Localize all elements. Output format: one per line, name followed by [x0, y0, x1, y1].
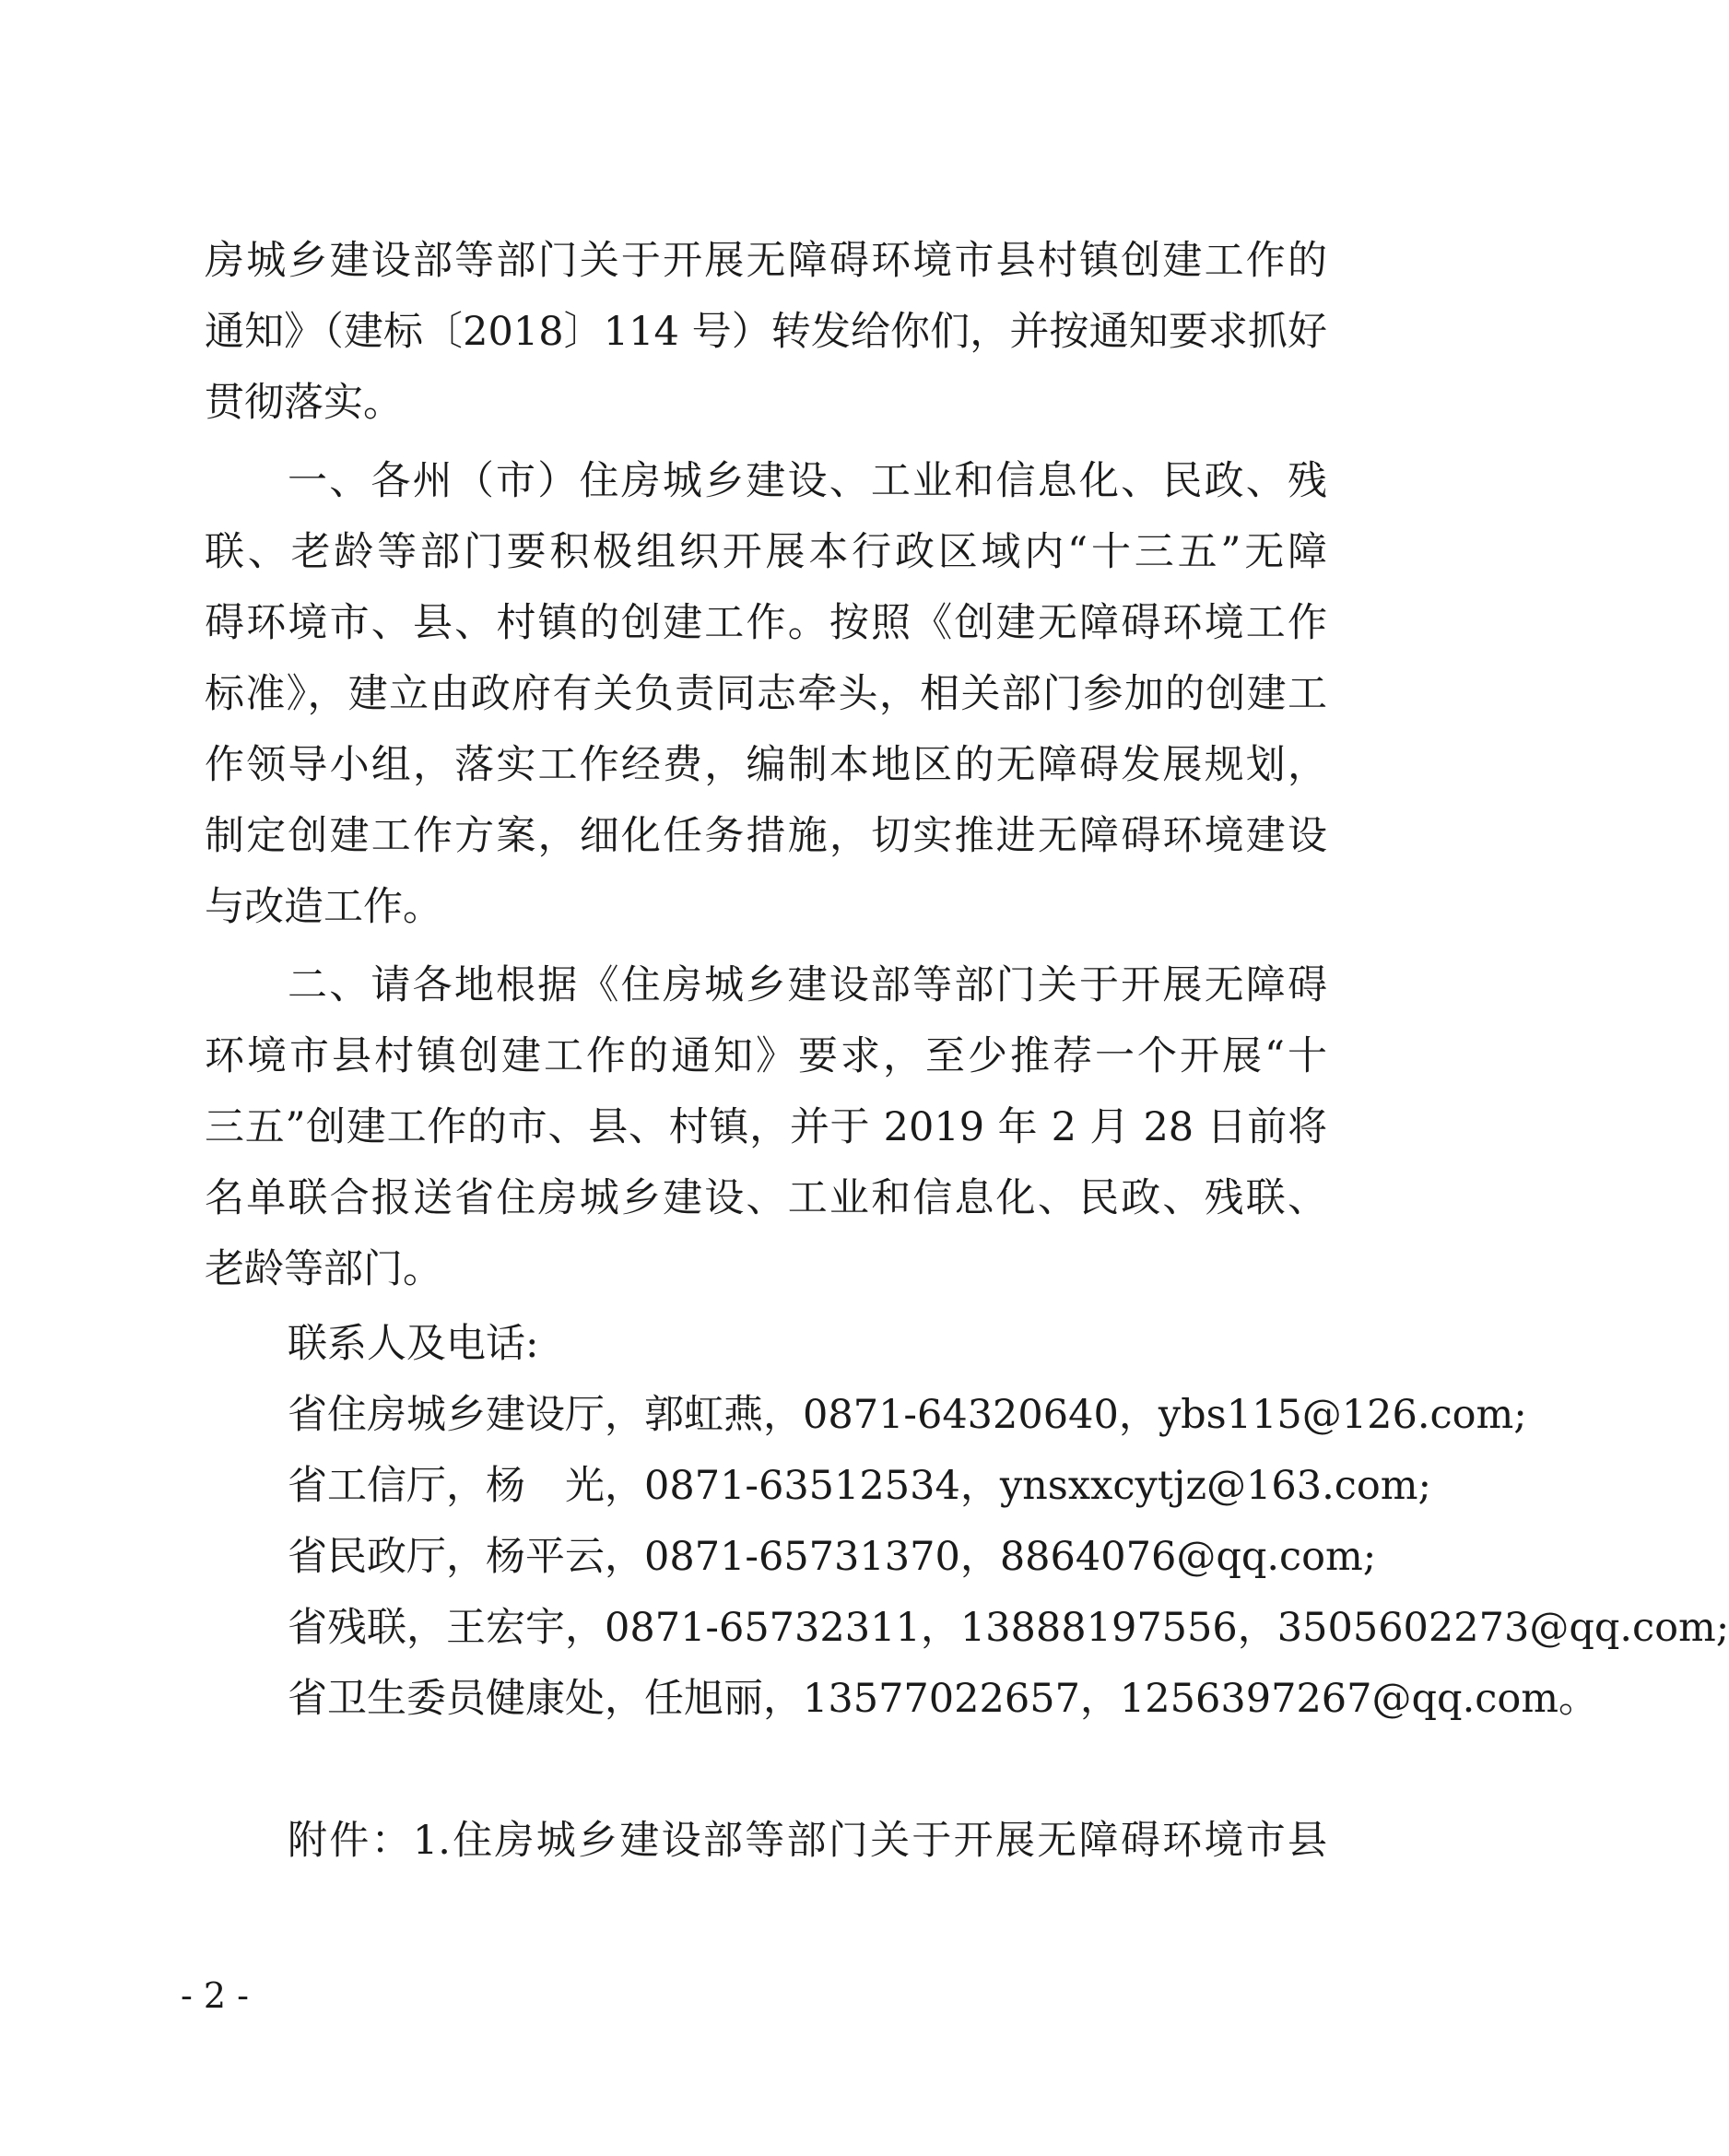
intro-line-2: 通知》（建标〔2018〕114 号）转发给你们，并按通知要求抓好: [205, 309, 1327, 355]
section1-line-4: 标准》，建立由政府有关负责同志牵头，相关部门参加的创建工: [205, 671, 1327, 717]
section2-line-3: 三五”创建工作的市、县、村镇，并于 2019 年 2 月 28 日前将: [205, 1104, 1327, 1150]
section1-line-7: 与改造工作。: [205, 884, 442, 930]
section1-line-6: 制定创建工作方案，细化任务措施，切实推进无障碍环境建设: [205, 813, 1327, 859]
intro-line-1: 房城乡建设部等部门关于开展无障碍环境市县村镇创建工作的: [205, 238, 1327, 284]
section2-line-5: 老龄等部门。: [205, 1246, 442, 1292]
section1-line-1: 一、各州（市）住房城乡建设、工业和信息化、民政、残: [288, 458, 1327, 504]
section1-line-3: 碍环境市、县、村镇的创建工作。按照《创建无障碍环境工作: [205, 600, 1327, 646]
contact-line-civil-affairs: 省民政厅，杨平云，0871-65731370，8864076@qq.com;: [288, 1534, 1377, 1580]
contact-line-disabled-federation: 省残联，王宏宇，0871-65732311，13888197556，3505602273@qq.com;: [288, 1605, 1729, 1651]
page-number: - 2 -: [181, 1975, 250, 2016]
section1-line-2: 联、老龄等部门要积极组织开展本行政区域内“十三五”无障: [205, 529, 1327, 575]
contact-line-housing: 省住房城乡建设厅，郭虹燕，0871-64320640，ybs115@126.com;: [288, 1392, 1527, 1438]
section2-line-1: 二、请各地根据《住房城乡建设部等部门关于开展无障碍: [288, 962, 1327, 1008]
intro-line-3: 贯彻落实。: [205, 380, 403, 426]
attachment-line: 附件：1.住房城乡建设部等部门关于开展无障碍环境市县: [288, 1818, 1327, 1864]
contact-line-health: 省卫生委员健康处，任旭丽，13577022657，1256397267@qq.com。: [288, 1676, 1598, 1722]
contact-line-industry: 省工信厅，杨 光，0871-63512534，ynsxxcytjz@163.com;: [288, 1463, 1431, 1509]
section1-line-5: 作领导小组，落实工作经费，编制本地区的无障碍发展规划，: [205, 742, 1327, 788]
section2-line-4: 名单联合报送省住房城乡建设、工业和信息化、民政、残联、: [205, 1175, 1327, 1221]
section2-line-2: 环境市县村镇创建工作的通知》要求，至少推荐一个开展“十: [205, 1033, 1327, 1079]
contacts-heading: 联系人及电话:: [288, 1321, 539, 1367]
